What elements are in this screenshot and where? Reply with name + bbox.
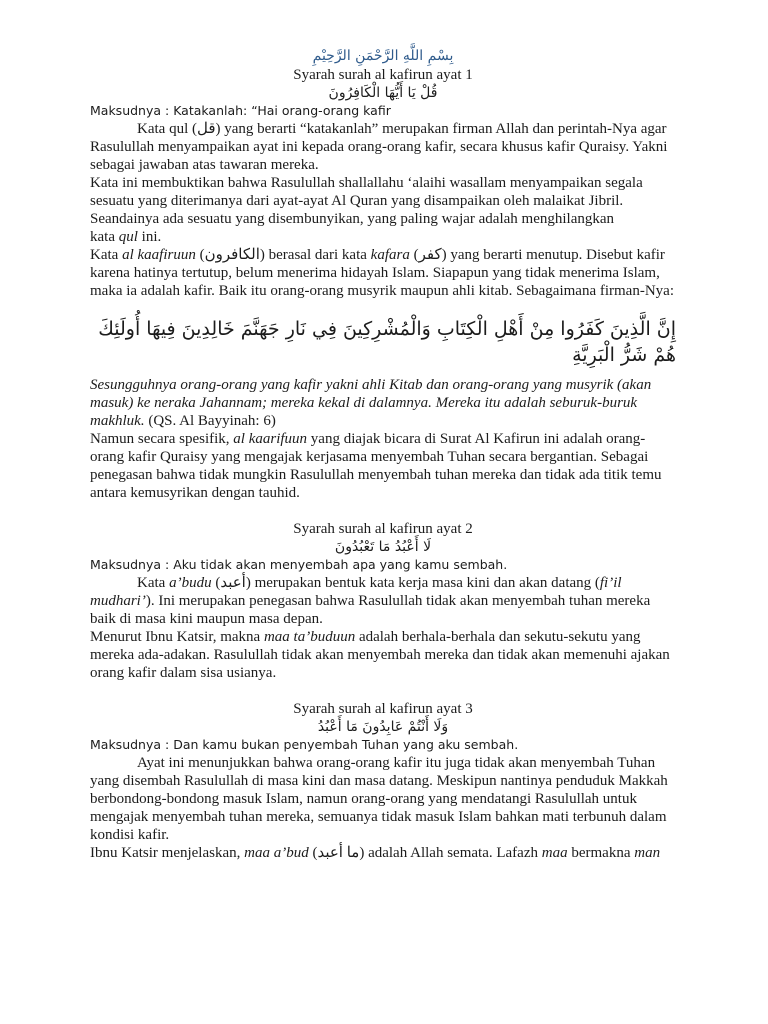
section-3-arabic-verse: وَلَا أَنْتُمْ عَابِدُونَ مَا أَعْبُدُ [317,719,449,735]
section-2-paragraph-2: Menurut Ibnu Katsir, makna maa ta’buduun adalah berhala-berhala dan sekutu-sekutu yang mereka ada-adakan. Rasulullah tidak akan menyembah mereka dan tidak akan memenuhi ajakan orang kafir dalam sisa usianya. [90,629,670,681]
section-3-paragraph-2: Ibnu Katsir menjelaskan, maa a’bud (ما أعبد) adalah Allah semata. Lafazh maa bermakna man [90,845,661,861]
section-2-title: Syarah surah al kafirun ayat 2 [293,521,473,537]
section-2-meaning: Maksudnya : Aku tidak akan menyembah apa yang kamu sembah. [90,557,508,572]
section-1-paragraph-5: Namun secara spesifik, al kaarifuun yang diajak bicara di Surat Al Kafirun ini adalah orang-orang kafir Quraisy yang mengajak kerjasama menyembah Tuhan secara bergantian. Sebagai penegasan bahwa tidak mungkin Rasulullah menyembah tuhan mereka dan tidak ada titik temu antara kemusyrikan dengan tauhid. [90,431,662,501]
section-1-meaning: Maksudnya : Katakanlah: “Hai orang-orang kafir [90,103,391,118]
section-3-paragraph-1: Ayat ini menunjukkan bahwa orang-orang kafir itu juga tidak akan menyembah Tuhan yang disembah Rasulullah di masa kini dan masa datang. Meskipun nantinya penduduk Makkah berbondong-bondong masuk Islam, namun orang-orang yang mendatangi Rasulullah untuk mengajak menyembah tuhan mereka, semuanya tidak masuk Islam bahkan mati terbunuh dalam kondisi kafir. [90,755,668,843]
section-1-paragraph-1: Kata qul (قل) yang berarti “katakanlah” merupakan firman Allah dan perintah-Nya agar Rasulullah menyampaikan ayat ini kepada orang-orang kafir, secara khusus kafir Quraisy. Yakni sebagai jawaban atas tawaran mereka. [90,121,668,173]
section-3-title: Syarah surah al kafirun ayat 3 [293,701,473,717]
section-2-paragraph-1: Kata a’budu (أعبد) merupakan bentuk kata kerja masa kini dan akan datang (fi’il mudhari’). Ini merupakan penegasan bahwa Rasulullah tidak akan menyembah tuhan mereka baik di masa kini maupun masa depan. [90,575,651,627]
section-1-paragraph-3: kata qul ini. [90,229,162,245]
basmala: بِسْمِ اللَّهِ الرَّحْمَنِ الرَّحِيْمِ [312,48,454,64]
section-3-meaning: Maksudnya : Dan kamu bukan penyembah Tuhan yang aku sembah. [90,737,519,752]
verse-translation: Sesungguhnya orang-orang yang kafir yakni ahli Kitab dan orang-orang yang musyrik (akan masuk) ke neraka Jahannam; mereka kekal di dalamnya. Mereka itu adalah seburuk-buruk makhluk. (QS. Al Bayyinah: 6) [90,377,652,429]
section-2-arabic-verse: لَا أَعْبُدُ مَا تَعْبُدُونَ [334,539,432,555]
section-1-paragraph-4: Kata al kaafiruun (الكافرون) berasal dari kata kafara (كفر) yang berarti menutup. Disebut kafir karena hatinya tertutup, belum menerima hidayah Islam. Siapapun yang tidak menerima Islam, maka ia adalah kafir. Baik itu orang-orang musyrik maupun ahli kitab. Sebagaimana firman-Nya: [90,247,674,299]
quran-verse-al-bayyinah: إِنَّ الَّذِينَ كَفَرُوا مِنْ أَهْلِ الْكِتَابِ وَالْمُشْرِكِينَ فِي نَارِ جَهَنَّمَ خَالِدِينَ فِيهَا أُولَئِكَ هُمْ شَرُّ الْبَرِيَّةِ [98,318,676,366]
section-1-arabic-verse: قُلْ يَا أَيُّهَا الْكَافِرُونَ [328,85,438,101]
section-1-title: Syarah surah al kafirun ayat 1 [293,67,473,83]
section-1-paragraph-2: Kata ini membuktikan bahwa Rasulullah shallallahu ‘alaihi wasallam menyampaikan segala sesuatu yang diterimanya dari ayat-ayat Al Quran yang disampaikan oleh malaikat Jibril. Seandainya ada sesuatu yang disembunyikan, yang paling wajar adalah menghilangkan [90,175,643,227]
